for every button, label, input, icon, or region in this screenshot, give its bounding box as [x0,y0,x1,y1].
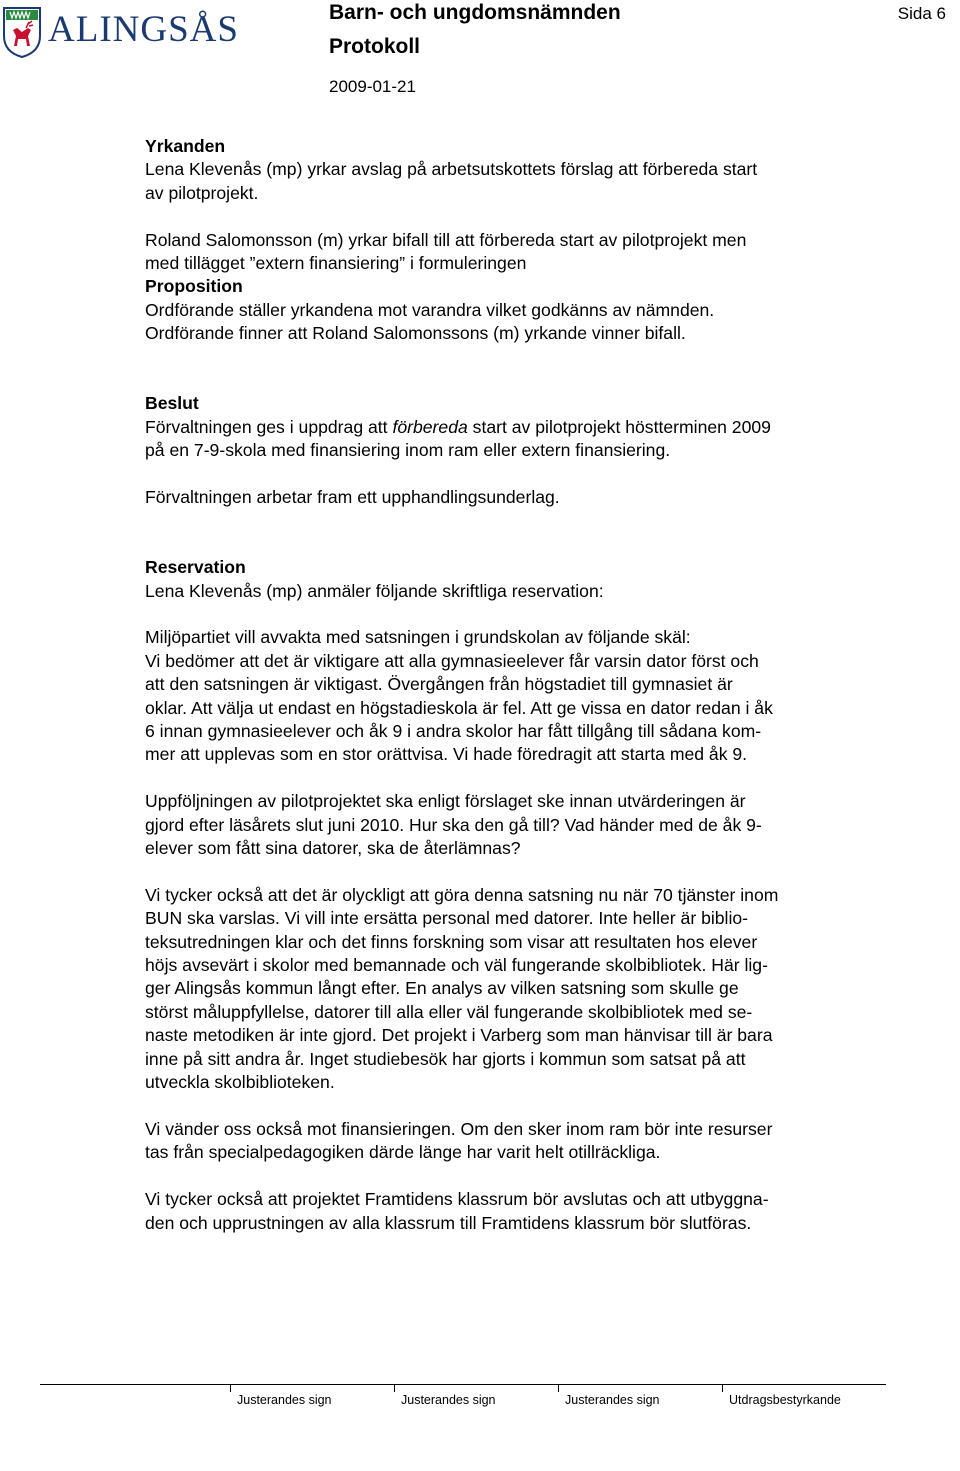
footer-divider [722,1384,723,1392]
committee-name: Barn- och ungdomsnämnden [329,1,621,24]
text-line: BUN ska varslas. Vi vill inte ersätta personal med datorer. Inte heller är biblio- [145,908,749,929]
protocol-body [145,135,885,1235]
text-line: att den satsningen är viktigast. Övergången från högstadiet till gymnasiet är [145,674,733,695]
municipality-logo [2,6,257,60]
text-line: inne på sitt andra år. Inget studiebesök har gjorts i kommun som satsat på att [145,1048,746,1069]
footer-extract-certification: Utdragsbestyrkande [729,1393,841,1407]
text-line: oklar. Att välja ut endast en högstadieskola är fel. Att ge vissa en dator redan i åk [145,697,773,718]
section-heading: Proposition [145,276,243,297]
text-line: Förvaltningen ges i uppdrag att förbereda start av pilotprojekt höstterminen 2009 [145,416,771,437]
text-line: störst måluppfyllelse, datorer till alla eller väl fungerande skolbibliotek med se- [145,1001,753,1022]
text-line: 6 innan gymnasieelever och åk 9 i andra skolor har fått tillgång till sådana kom- [145,721,762,742]
section-heading: Reservation [145,557,246,578]
text-line: Uppföljningen av pilotprojektet ska enligt förslaget ske innan utvärderingen är [145,791,746,812]
text-line: mer att upplevas som en stor orättvisa. Vi hade föredragit att starta med åk 9. [145,744,748,765]
text-line: Ordförande ställer yrkandena mot varandra vilket godkänns av nämnden. [145,299,715,320]
text-line: Lena Klevenås (mp) anmäler följande skriftliga reservation: [145,580,604,601]
text-line: på en 7-9-skola med finansiering inom ram eller extern finansiering. [145,440,671,461]
footer-sign-3: Justerandes sign [565,1393,660,1407]
text-line: tas från specialpedagogiken därde länge har varit helt otillräckliga. [145,1142,661,1163]
text-line: gjord efter läsårets slut juni 2010. Hur ska den gå till? Vad händer med de åk 9- [145,814,762,835]
text-line: höjs avsevärt i skolor med bemannade och väl fungerande skolbibliotek. Här lig- [145,955,768,976]
section-proposition [145,275,885,345]
text-line: Vi tycker också att projektet Framtidens klassrum bör avslutas och att utbyggna- [145,1189,769,1210]
text-line: Ordförande finner att Roland Salomonssons (m) yrkande vinner bifall. [145,323,686,344]
text-line: Roland Salomonsson (m) yrkar bifall till att förbereda start av pilotprojekt men [145,229,747,250]
footer-divider [558,1384,559,1392]
text-line: ger Alingsås kommun långt efter. En analys av vilken satsning som skulle ge [145,978,739,999]
text-line: Vi bedömer att det är viktigare att alla gymnasieelever får varsin dator först och [145,650,759,671]
text-line: teksutredningen klar och det finns forskning som visar att resultaten hos elever [145,931,758,952]
text-line: elever som fått sina datorer, ska de återlämnas? [145,838,521,859]
page-number: Sida 6 [897,4,946,23]
footer-sign-1: Justerandes sign [237,1393,332,1407]
text-line: Miljöpartiet vill avvakta med satsningen i grundskolan av följande skäl: [145,627,691,648]
text-line: Lena Klevenås (mp) yrkar avslag på arbetsutskottets förslag att förbereda start [145,159,758,180]
footer-rule [40,1384,886,1385]
text-line: Vi tycker också att det är olyckligt att göra denna satsning nu när 70 tjänster inom [145,884,779,905]
section-heading: Yrkanden [145,136,226,156]
section-heading: Beslut [145,393,199,414]
municipal-coat-of-arms-icon [2,6,42,58]
text-line: Förvaltningen arbetar fram ett upphandlingsunderlag. [145,487,560,508]
text-line: den och upprustningen av alla klassrum till Framtidens klassrum bör slutföras. [145,1212,752,1233]
section-yrkanden [145,135,885,275]
text-line: utveckla skolbiblioteken. [145,1072,335,1093]
text-line: naste metodiken är inte gjord. Det projekt i Varberg som man hänvisar till är bara [145,1025,773,1046]
text-line: av pilotprojekt. [145,182,259,203]
meeting-date: 2009-01-21 [329,77,416,96]
emphasized-word: förbereda [392,416,468,437]
footer-sign-2: Justerandes sign [401,1393,496,1407]
footer-divider [394,1384,395,1392]
logo-wordmark: ALINGSÅS [48,9,239,50]
section-reservation [145,556,885,1235]
section-beslut [145,392,885,509]
footer-divider [230,1384,231,1392]
document-type: Protokoll [329,35,421,58]
text-line: med tillägget ”extern finansiering” i formuleringen [145,253,527,274]
text-line: Vi vänder oss också mot finansieringen. Om den sker inom ram bör inte resurser [145,1118,773,1139]
